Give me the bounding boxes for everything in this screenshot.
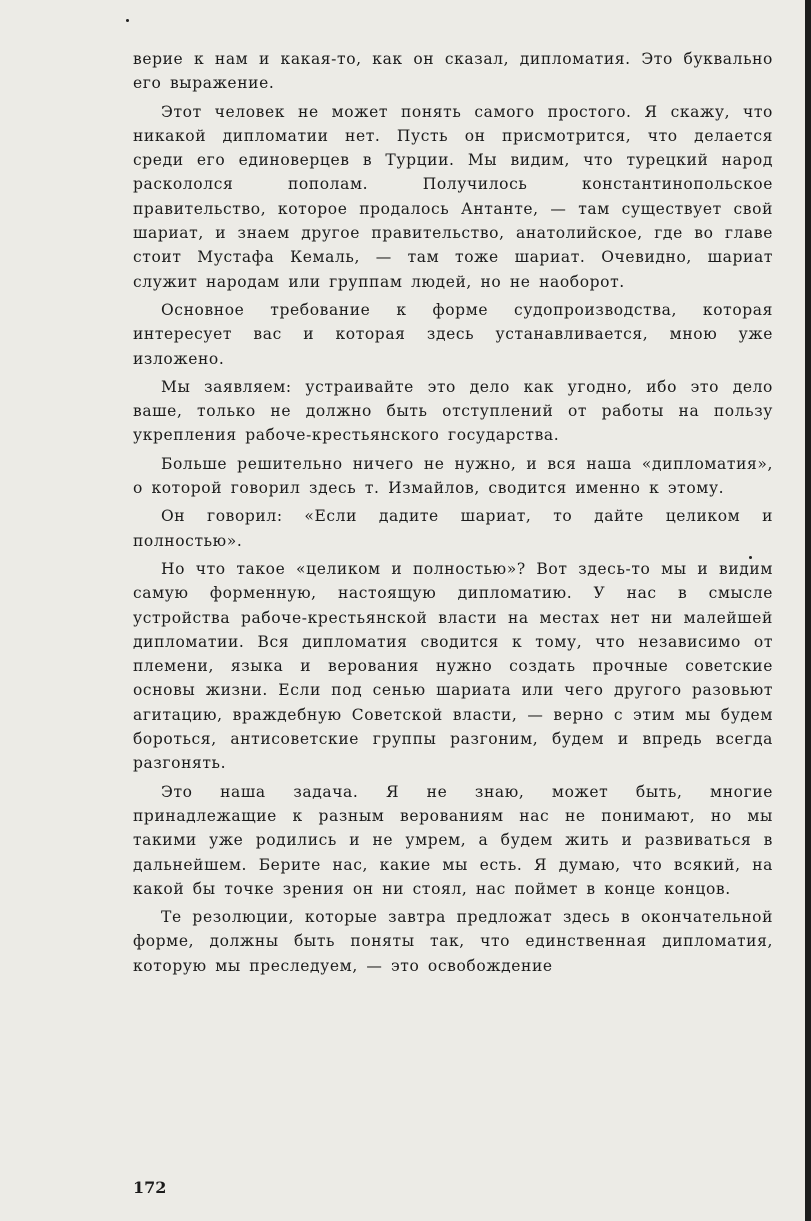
paragraph: Мы заявляем: устраивайте это дело как угодно, ибо это дело ваше, только не должно быть отступлений от работы на пользу укрепления рабоче-крестьянского государства.: [133, 377, 773, 445]
paragraph: Основное требование к форме судопроизводства, которая интересует вас и которая здесь устанавливается, мною уже изложено.: [133, 300, 773, 368]
paragraph: Это наша задача. Я не знаю, может быть, многие принадлежащие к разным верованиям нас не понимают, но мы такими уже родились и не умрем, а будем жить и развиваться в дальнейшем. Берите нас, какие мы есть. Я думаю, что всякий, на какой бы точке зрения он ни стоял, нас поймет в конце концов.: [133, 782, 773, 898]
paragraph: Те резолюции, которые завтра предложат здесь в окончательной форме, должны быть поняты так, что единственная дипломатия, которую мы преследуем, — это освобождение: [133, 908, 773, 975]
speck-mark: [126, 19, 129, 22]
page-edge-shadow: [805, 0, 811, 1221]
page-number: 172: [133, 1178, 167, 1197]
paragraph: верие к нам и какая-то, как он сказал, дипломатия. Это буквально его выражение.: [133, 50, 773, 93]
paragraph: Он говорил: «Если дадите шариат, то дайте целиком и полностью».: [133, 507, 773, 550]
body-text: [133, 47, 773, 982]
paragraph: Этот человек не может понять самого простого. Я скажу, что никакой дипломатии нет. Пусть он присмотрится, что делается среди его единоверцев в Турции. Мы видим, что турецкий народ раскололся пополам. Получилось константинопольское правительство, которое продалось Антанте, — там существует свой шариат, и знаем другое правительство, анатолийское, где во главе стоит Мустафа Кемаль, — там тоже шариат. Очевидно, шариат служит народам или группам людей, но не наоборот.: [133, 102, 773, 291]
paragraph: Но что такое «целиком и полностью»? Вот здесь-то мы и видим самую форменную, настоящую дипломатию. У нас в смысле устройства рабоче-крестьянской власти на местах нет ни малейшей дипломатии. Вся дипломатия сводится к тому, что независимо от племени, языка и верования нужно создать прочные советские основы жизни. Если под сенью шариата или чего другого разовьют агитацию, враждебную Советской власти, — верно с этим мы будем бороться, антисоветские группы разгоним, будем и впредь всегда разгонять.: [133, 559, 773, 773]
paragraph: Больше решительно ничего не нужно, и вся наша «дипломатия», о которой говорил здесь т. Измайлов, сводится именно к этому.: [133, 454, 773, 498]
